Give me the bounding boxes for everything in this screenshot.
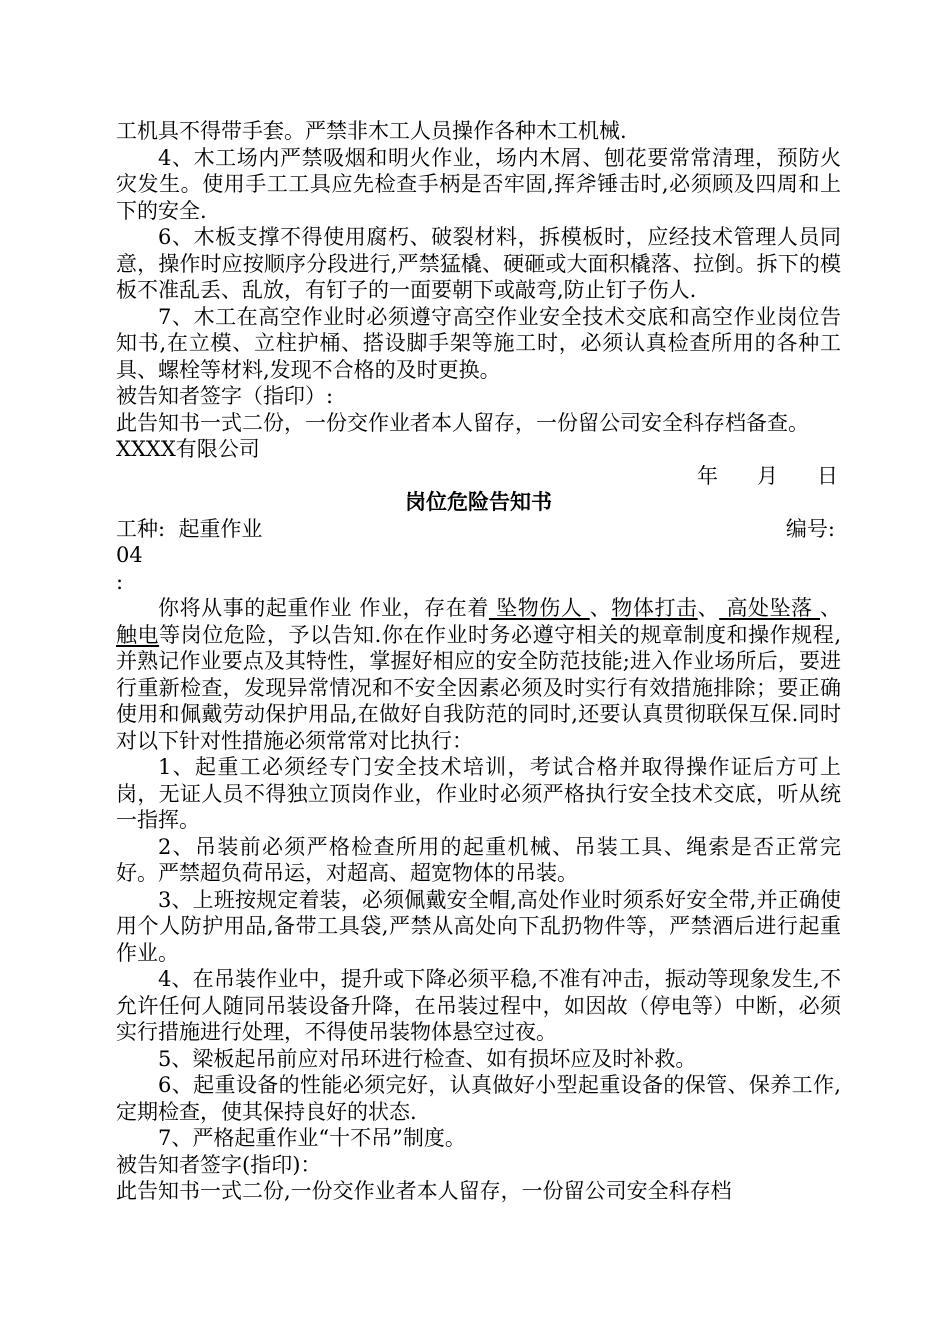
company-name: XXXX有限公司 [116,437,260,461]
work-type-value: 起重作业 [178,516,263,541]
signature-line: 被告知者签字(指印)： [116,1152,322,1177]
intro-text-b: 等岗位危险，予以告知.你在作业时务必遵守相关的规章制度和操作规程,并熟记作业要点及其特性，掌握好相应的安全防范技能;进入作业场所后，要进行重新检查，发现异常情况和不安全因素必须及时实行有效措施排除；要正确使用和佩戴劳动保护用品,在做好自我防范的同时,还要认真贯彻联保互保.同时对以下针对性措施必须常常对比执行： [116,622,842,753]
work-type-label: 工种: [116,516,166,541]
paragraph-item-4: 4、在吊装作业中，提升或下降必须平稳,不准有冲击，振动等现象发生,不允许任何人随同吊装设备升降，在吊装过程中，如因故（停电等）中断，必须实行措施进行处理，不得使吊装物体悬空过夜。 [116,967,841,1044]
paragraph-item-6: 6、起重设备的性能必须完好，认真做好小型起重设备的保管、保养工作,定期检查，使其保持良好的状态. [116,1073,841,1124]
number-label: 编号: [785,516,835,541]
work-type [116,516,262,543]
number-value: 04 [116,543,143,567]
paragraph-item-5: 5、梁板起吊前应对吊环进行检查、如有损坏应及时补救。 [158,1046,697,1071]
hazard-separator: 、 [697,596,720,620]
paragraph-item-6: 6、木板支撑不得使用腐朽、破裂材料，拆模板时，应经技术管理人员同意，操作时应按顺序分段进行,严禁猛橇、硬砸或大面积橇落、拉倒。拆下的模板不准乱丢、乱放，有钉子的一面要朝下或敲弯,防止钉子伤人. [116,225,841,302]
date-month: 月 [757,463,778,488]
intro-paragraph [116,595,841,754]
date-day: 日 [817,463,838,488]
document-page [116,118,841,1205]
document-title: 岗位危险告知书 [405,490,552,514]
copies-note: 此告知书一式二份,一份交作业者本人留存，一份留公司安全科存档 [116,1179,732,1203]
hazard-electric-shock: 触电 [116,622,160,647]
hazard-object-strike: 物体打击 [611,596,698,620]
date-year: 年 [697,463,718,488]
paragraph-item-4: 4、木工场内严禁吸烟和明火作业，场内木屑、刨花要常常清理，预防火灾发生。使用手工工具应先检查手柄是否牢固,挥斧锤击时,必须顾及四周和上下的安全. [116,145,841,223]
hazard-separator: 、 [820,596,841,620]
work-type-row [116,516,841,543]
signature-line: 被告知者签字（指印）: [116,384,334,408]
hazard-falling-objects: 坠物伤人 [488,596,590,620]
hazard-fall-from-height: 高处坠落 [719,596,820,620]
paragraph-item-2: 2、吊装前必须严格检查所用的起重机械、吊装工具、绳索是否正常完好。严禁超负荷吊运，对超高、超宽物体的吊装。 [116,834,841,885]
paragraph-continuation: 工机具不得带手套。严禁非木工人员操作各种木工机械. [116,119,627,143]
paragraph-item-1: 1、起重工必须经专门安全技术培训，考试合格并取得操作证后方可上岗，无证人员不得独立顶岗作业，作业时必须严格执行安全技术交底，听从统一指挥。 [116,755,841,832]
date-line [116,463,841,490]
intro-text-a: 你将从事的起重作业 作业，存在着 [158,596,489,620]
number-colon: : [116,569,124,594]
paragraph-item-3: 3、上班按规定着装，必须佩戴安全帽,高处作业时须系好安全带,并正确使用个人防护用品,备带工具袋,严禁从高处向下乱扔物件等，严禁酒后进行起重作业。 [116,887,841,965]
copies-note: 此告知书一式二份，一份交作业者本人留存，一份留公司安全科存档备查。 [116,410,809,435]
paragraph-item-7: 7、严格起重作业“十不吊”制度。 [158,1126,466,1150]
paragraph-item-7: 7、木工在高空作业时必须遵守高空作业安全技术交底和高空作业岗位告知书,在立模、立柱护桶、搭设脚手架等施工时，必须认真检查所用的各种工具、螺栓等材料,发现不合格的及时更换。 [116,304,841,382]
hazard-separator: 、 [589,596,612,620]
